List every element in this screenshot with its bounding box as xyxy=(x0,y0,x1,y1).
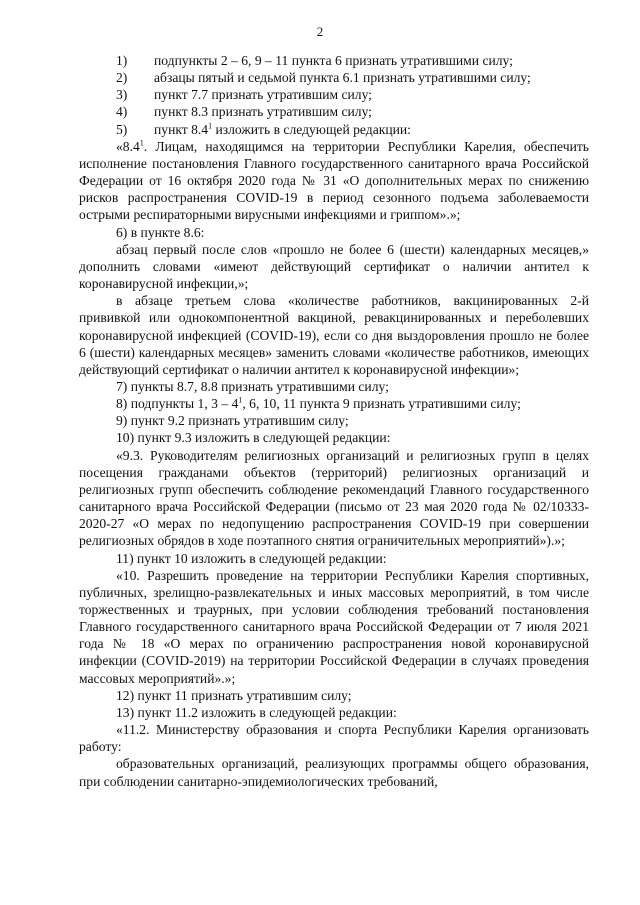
list-number: 4) xyxy=(116,104,128,120)
list-text: подпункты 2 – 6, 9 – 11 пункта 6 признать утратившими силу; xyxy=(154,53,513,68)
list-item xyxy=(79,121,589,138)
paragraph-10: «10. Разрешить проведение на территории Республики Карелия спортивных, публичных, зрелищно-развлекательных и иных массовых мероприятий, в том числе торжественных и траурных, при условии соблюдения требований постановления Главного государственного санитарного врача Российской Федерации от 7 июля 2021 года № 18 «О мерах по ограничению распространения новой коронавирусной инфекции (COVID-2019) на территории Российской Федерации в случаях проведения массовых мероприятий».»; xyxy=(79,567,589,686)
superscript: 1 xyxy=(238,395,243,405)
paragraph-item-12: 12) пункт 11 признать утратившим силу; xyxy=(116,687,352,703)
list-text: абзацы пятый и седьмой пункта 6.1 признать утратившими силу; xyxy=(154,70,531,86)
list-item xyxy=(79,52,589,69)
paragraph-last: образовательных организаций, реализующих программы общего образования, при соблюдении санитарно-эпидемиологических требований, xyxy=(79,756,589,789)
list-text-before: пункт 8.4 xyxy=(154,121,209,137)
paragraph-item-8 xyxy=(79,395,589,412)
list-item xyxy=(79,86,589,103)
paragraph-abzac-third: в абзаце третьем слова «количестве работников, вакцинированных 2-й прививкой или однокомпонентной вакциной, ревакцинированных и переболевших коронавирусной инфекцией (COVID-19), если со дня выздоровления прошло не более 6 (шести) календарных месяцев» заменить словами «количестве работников, имеющих действующий сертификат о наличии антител к коронавирусной инфекции»; xyxy=(79,293,589,377)
superscript: 1 xyxy=(208,121,213,131)
list-item xyxy=(79,103,589,120)
paragraph-9-3: «9.3. Руководителям религиозных организаций и религиозных групп в целях посещения гражданами объектов (территорий) религиозных организаций и религиозных групп обеспечить соблюдение рекомендаций Главного государственного санитарного врача Российской Федерации (письмо от 23 мая 2020 года № 02/10333-2020-27 «О мерах по недопущению распространения COVID-19 при совершении религиозных обрядов в ходе поэтапного снятия ограничительных мероприятий»).»; xyxy=(79,447,589,549)
paragraph-rest: . Лицам, находящимся на территории Республики Карелия, обеспечить исполнение постановления Главного государственного санитарного врача Российской Федерации от 16 октября 2020 года № 31 «О дополнительных мерах по снижению рисков распространения COVID-19 в период сезонного подъема заболеваемости острыми респираторными вирусными инфекциями и гриппом».»; xyxy=(79,138,589,223)
paragraph-before: 8) подпункты 1, 3 – 4 xyxy=(116,396,239,412)
paragraph-item-11: 11) пункт 10 изложить в следующей редакции: xyxy=(116,550,387,566)
page-number: 2 xyxy=(316,24,324,39)
paragraph-11-2: «11.2. Министерству образования и спорта Республики Карелия организовать работу: xyxy=(79,722,589,755)
document-body xyxy=(79,52,589,790)
paragraph-item-10: 10) пункт 9.3 изложить в следующей редакции: xyxy=(116,430,391,446)
paragraph-start: «8.4 xyxy=(116,138,140,154)
paragraph-abzac-first: абзац первый после слов «прошло не более 6 (шести) календарных месяцев,» дополнить словами «имеют действующий сертификат о наличии антител к коронавирусной инфекции,»; xyxy=(79,241,589,292)
paragraph-item-6: 6) в пункте 8.6: xyxy=(116,224,205,240)
list-text: пункт 8.3 признать утратившим силу; xyxy=(154,104,372,120)
paragraph-after: , 6, 10, 11 пункта 9 признать утратившими силу; xyxy=(242,396,521,412)
list-number: 2) xyxy=(116,70,128,86)
list-item xyxy=(79,69,589,86)
paragraph-8-4 xyxy=(79,138,589,224)
list-text: пункт 7.7 признать утратившим силу; xyxy=(154,87,372,103)
superscript: 1 xyxy=(139,138,144,148)
list-number: 3) xyxy=(116,87,128,103)
list-number: 1) xyxy=(116,53,128,68)
paragraph-item-9: 9) пункт 9.2 признать утратившим силу; xyxy=(116,413,349,429)
list-text-after: изложить в следующей редакции: xyxy=(212,121,411,137)
list-number: 5) xyxy=(116,121,128,137)
paragraph-item-7: 7) пункты 8.7, 8.8 признать утратившими силу; xyxy=(116,378,389,394)
paragraph-item-13: 13) пункт 11.2 изложить в следующей редакции: xyxy=(116,704,397,720)
